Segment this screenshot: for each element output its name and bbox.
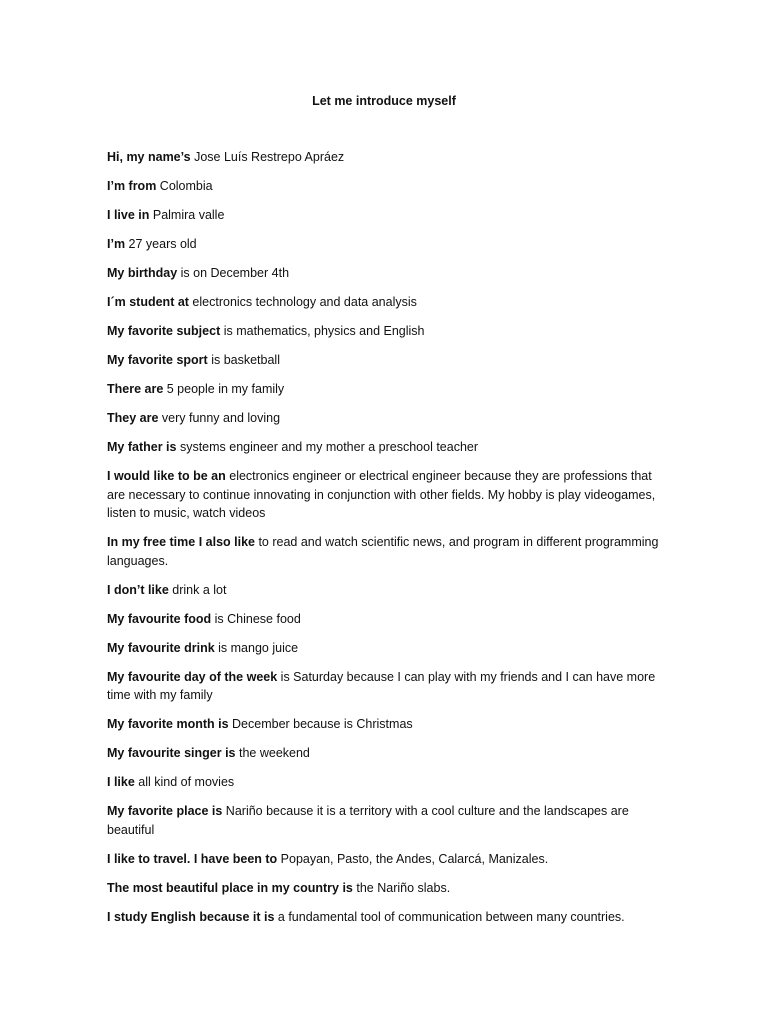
line-drink <box>107 639 667 658</box>
line-label: My favorite place is <box>107 804 223 818</box>
line-text: electronics technology and data analysis <box>188 295 417 309</box>
line-text: the weekend <box>235 746 310 760</box>
line-label: Hi, my name’s <box>107 150 191 164</box>
line-label: I like <box>107 775 135 789</box>
line-day <box>107 668 667 705</box>
line-label: My favorite subject <box>107 324 221 338</box>
line-place <box>107 802 667 839</box>
line-family-traits <box>107 409 667 428</box>
line-text: to read and watch scientific news, and program in different programming languages. <box>107 535 659 568</box>
line-text: all kind of movies <box>134 775 235 789</box>
line-text: systems engineer and my mother a preschool teacher <box>176 440 479 454</box>
line-text: Colombia <box>156 179 213 193</box>
line-birthday <box>107 264 667 283</box>
line-dislike <box>107 581 667 600</box>
line-label: My birthday <box>107 266 178 280</box>
line-label: My favourite food <box>107 611 212 626</box>
line-label: There are <box>107 382 164 396</box>
line-text: 27 years old <box>125 237 197 251</box>
line-food <box>107 610 667 629</box>
line-label: In my free time I also like <box>107 535 255 549</box>
line-english <box>107 908 667 927</box>
line-free-time <box>107 533 667 570</box>
line-text: Nariño because it is a territory with a cool culture and the landscapes are beautiful <box>107 804 629 837</box>
line-month <box>107 715 667 734</box>
line-label: I don’t like <box>107 582 169 597</box>
document-body <box>107 148 667 937</box>
line-label: I´m student at <box>107 295 189 309</box>
line-label: My favorite sport <box>107 353 208 367</box>
line-beautiful-place <box>107 879 667 898</box>
line-text: a fundamental tool of communication between many countries. <box>274 909 625 924</box>
line-student <box>107 293 667 312</box>
line-text: 5 people in my family <box>163 382 285 396</box>
line-text: is mathematics, physics and English <box>220 324 425 338</box>
line-label: My favourite day of the week <box>107 669 278 684</box>
line-age <box>107 235 667 254</box>
line-text: drink a lot <box>168 582 227 597</box>
line-text: is basketball <box>207 353 280 367</box>
line-label: The most beautiful place in my country is <box>107 880 353 895</box>
line-career <box>107 467 667 523</box>
line-text: is Chinese food <box>211 611 301 626</box>
line-text: December because is Christmas <box>228 717 413 731</box>
line-text: is on December 4th <box>177 266 290 280</box>
line-label: My favourite drink <box>107 640 215 655</box>
line-parents <box>107 438 667 457</box>
line-label: I like to travel. I have been to <box>107 851 278 866</box>
line-singer <box>107 744 667 763</box>
line-live <box>107 206 667 225</box>
line-travel <box>107 850 667 869</box>
line-from <box>107 177 667 196</box>
line-text: is mango juice <box>214 640 299 655</box>
line-label: They are <box>107 411 159 425</box>
document-title: Let me introduce myself <box>312 94 456 108</box>
line-text: very funny and loving <box>158 411 281 425</box>
line-label: My father is <box>107 440 177 454</box>
line-label: I’m from <box>107 179 157 193</box>
line-family-count <box>107 380 667 399</box>
line-text: electronics engineer or electrical engineer because they are professions that are necessary to continue innovating in conjunction with other fields. My hobby is play videogames, listen to music, watch videos <box>107 469 656 520</box>
line-label: I’m <box>107 237 126 251</box>
line-label: My favorite month is <box>107 717 229 731</box>
line-text: Palmira valle <box>149 208 225 222</box>
line-text: Popayan, Pasto, the Andes, Calarcá, Manizales. <box>277 851 549 866</box>
line-movies <box>107 773 667 792</box>
line-label: I study English because it is <box>107 909 275 924</box>
line-text: Jose Luís Restrepo Apráez <box>190 150 345 164</box>
line-subject <box>107 322 667 341</box>
line-text: the Nariño slabs. <box>352 880 451 895</box>
line-label: I live in <box>107 208 150 222</box>
line-text: is Saturday because I can play with my friends and I can have more time with my family <box>107 669 656 702</box>
line-label: I would like to be an <box>107 469 226 483</box>
line-sport <box>107 351 667 370</box>
line-label: My favourite singer is <box>107 746 236 760</box>
line-name <box>107 148 667 167</box>
